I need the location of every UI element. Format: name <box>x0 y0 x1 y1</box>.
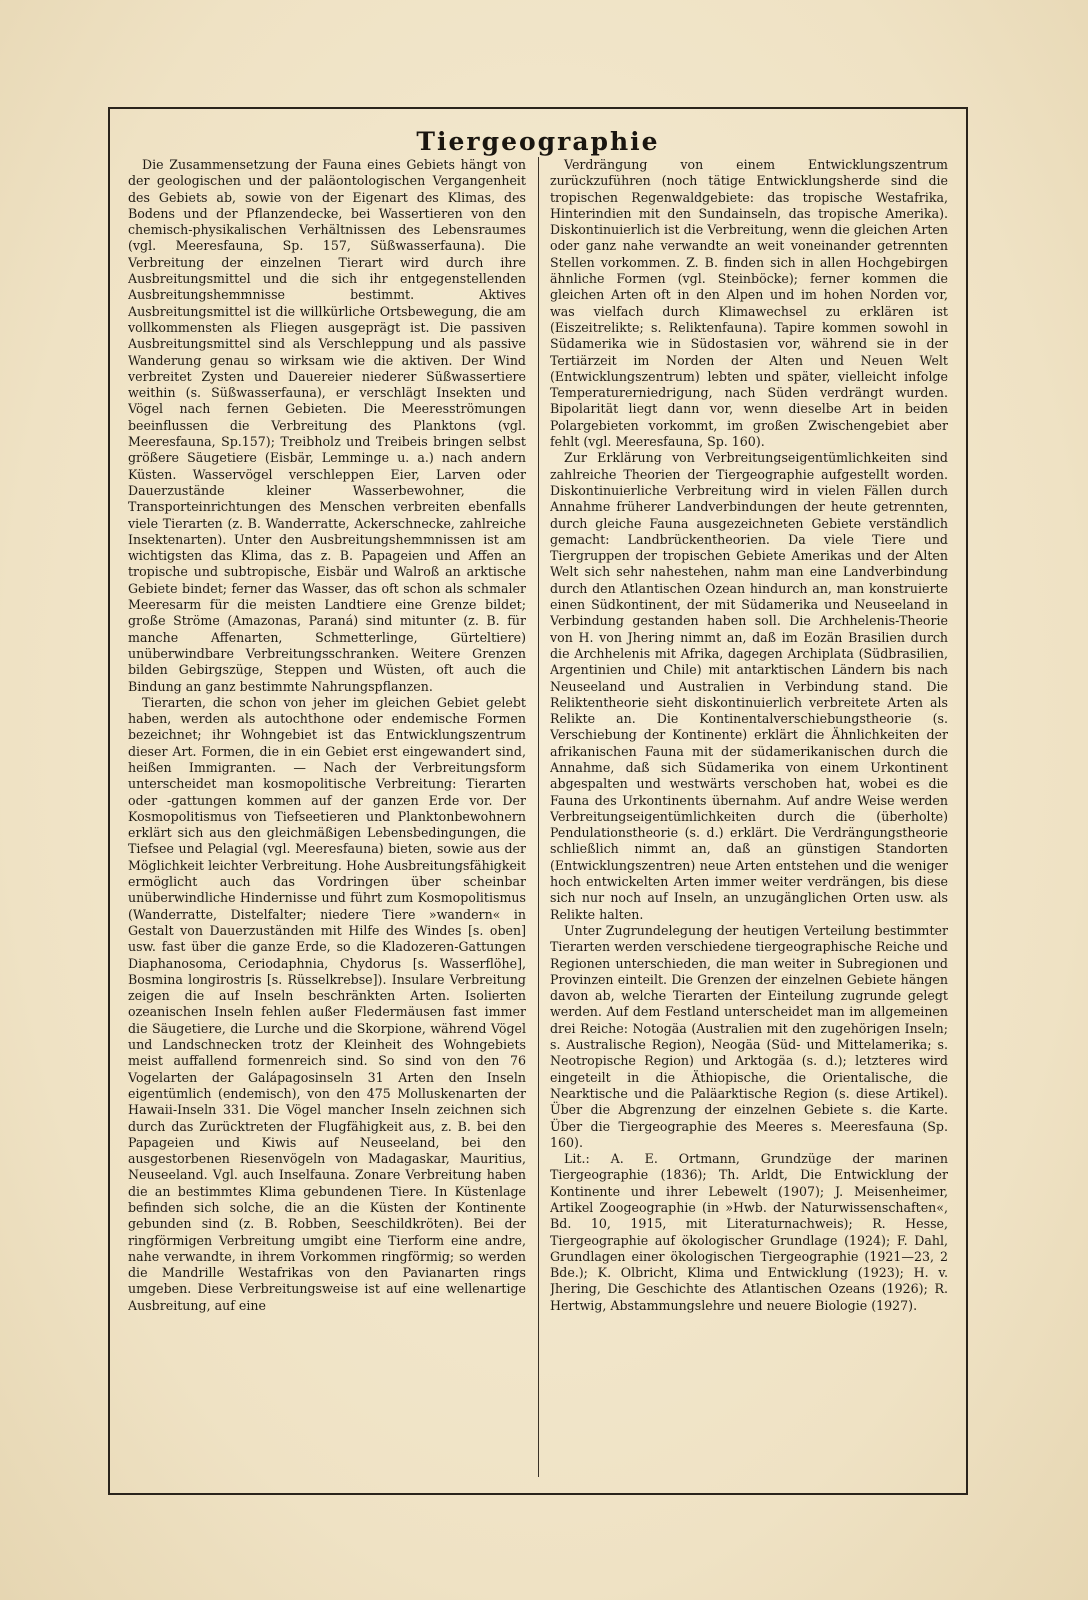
paragraph: Die Zusammensetzung der Fauna eines Gebiets hängt von der geologischen und der paläontologischen Vergangenheit des Gebiets ab, sowie von der Eigenart des Klimas, des Bodens und der Pflanzendecke, bei Wassertieren von den chemisch-physikalischen Verhältnissen des Lebensraumes (vgl. Meeresfauna, Sp. 157, Süßwasserfauna). Die Verbreitung der einzelnen Tierart wird durch ihre Ausbreitungsmittel und die sich ihr entgegenstellenden Ausbreitungshemmnisse bestimmt. Aktives Ausbreitungsmittel ist die willkürliche Ortsbewegung, die am vollkommensten als Fliegen ausgeprägt ist. Die passiven Ausbreitungsmittel sind als Verschleppung und als passive Wanderung genau so wirksam wie die aktiven. Der Wind verbreitet Zysten und Dauereier niederer Süßwassertiere weithin (s. Süßwasserfauna), er verschlägt Insekten und Vögel nach fernen Gebieten. Die Meeresströmungen beeinflussen die Verbreitung des Planktons (vgl. Meeresfauna, Sp.157); Treibholz und Treibeis bringen selbst größere Säugetiere (Eisbär, Lemminge u. a.) nach andern Küsten. Wasservögel verschleppen Eier, Larven oder Dauerzustände kleiner Wasserbewohner, die Transporteinrichtungen des Menschen verbreiten ebenfalls viele Tierarten (z. B. Wanderratte, Ackerschnecke, zahlreiche Insektenarten). Unter den Ausbreitungshemmnissen ist am wichtigsten das Klima, das z. B. Papageien und Affen an tropische und subtropische, Eisbär und Walroß an arktische Gebiete bindet; ferner das Wasser, das oft schon als schmaler Meeresarm für die meisten Landtiere eine Grenze bildet; große Ströme (Amazonas, Paraná) sind mitunter (z. B. für manche Affenarten, Schmetterlinge, Gürteltiere) unüberwindbare Verbreitungsschranken. Weitere Grenzen bilden Gebirgszüge, Steppen und Wüsten, oft auch die Bindung an ganz bestimmte Nahrungspflanzen. <box>128 157 526 694</box>
article-title: Tiergeographie <box>416 127 660 156</box>
column-divider <box>538 157 539 1477</box>
literature-paragraph: Lit.: A. E. Ortmann, Grundzüge der marinen Tiergeographie (1836); Th. Arldt, Die Entwicklung der Kontinente und ihrer Lebewelt (1907); J. Meisenheimer, Artikel Zoogeographie (in »Hwb. der Naturwissenschaften«, Bd. 10, 1915, mit Literaturnachweis); R. Hesse, Tiergeographie auf ökologischer Grundlage (1924); F. Dahl, Grundlagen einer ökologischen Tiergeographie (1921—23, 2 Bde.); K. Olbricht, Klima und Entwicklung (1923); H. v. Jhering, Die Geschichte des Atlantischen Ozeans (1926); R. Hertwig, Abstammungslehre und neuere Biologie (1927). <box>550 1151 948 1313</box>
paragraph: Unter Zugrundelegung der heutigen Verteilung bestimmter Tierarten werden verschiedene tiergeographische Reiche und Regionen unterschieden, die man weiter in Subregionen und Provinzen einteilt. Die Grenzen der einzelnen Gebiete hängen davon ab, welche Tierarten der Einteilung zugrunde gelegt werden. Auf dem Festland unterscheidet man im allgemeinen drei Reiche: Notogäa (Australien mit den zugehörigen Inseln; s. Australische Region), Neogäa (Süd- und Mittelamerika; s. Neotropische Region) und Arktogäa (s. d.); letzteres wird eingeteilt in die Äthiopische, die Orientalische, die Nearktische und die Paläarktische Region (s. diese Artikel). Über die Abgrenzung der einzelnen Gebiete s. die Karte. Über die Tiergeographie des Meeres s. Meeresfauna (Sp. 160). <box>550 922 948 1150</box>
article-frame <box>108 107 968 1495</box>
left-column <box>128 157 526 1479</box>
right-column <box>550 157 948 1479</box>
paragraph: Tierarten, die schon von jeher im gleichen Gebiet gelebt haben, werden als autochthone oder endemische Formen bezeichnet; ihr Wohngebiet ist das Entwicklungszentrum dieser Art. Formen, die in ein Gebiet erst eingewandert sind, heißen Immigranten. — Nach der Verbreitungsform unterscheidet man kosmopolitische Verbreitung: Tierarten oder -gattungen kommen auf der ganzen Erde vor. Der Kosmopolitismus von Tiefseetieren und Planktonbewohnern erklärt sich aus den gleichmäßigen Lebensbedingungen, die Tiefsee und Pelagial (vgl. Meeresfauna) bieten, sowie aus der Möglichkeit leichter Verbreitung. Hohe Ausbreitungsfähigkeit ermöglicht auch das Vordringen über scheinbar unüberwindliche Hindernisse und führt zum Kosmopolitismus (Wanderratte, Distelfalter; niedere Tiere »wandern« in Gestalt von Dauerzuständen mit Hilfe des Windes [s. oben] usw. fast über die ganze Erde, so die Kladozeren-Gattungen Diaphanosoma, Ceriodaphnia, Chydorus [s. Wasserflöhe], Bosmina longirostris [s. Rüsselkrebse]). Insulare Verbreitung zeigen die auf Inseln beschränkten Arten. Isolierten ozeanischen Inseln fehlen außer Fledermäusen fast immer die Säugetiere, die Lurche und die Skorpione, während Vögel und Landschnecken trotz der Kleinheit des Wohngebiets meist auffallend formenreich sind. So sind von den 76 Vogelarten der Galápagosinseln 31 Arten den Inseln eigentümlich (endemisch), von den 475 Molluskenarten der Hawaii-Inseln 331. Die Vögel mancher Inseln zeichnen sich durch das Zurücktreten der Flugfähigkeit aus, z. B. bei den Papageien und Kiwis auf Neuseeland, bei den ausgestorbenen Riesenvögeln von Madagaskar, Mauritius, Neuseeland. Vgl. auch Inselfauna. Zonare Verbreitung haben die an bestimmtes Klima gebundenen Tiere. In Küstenlage befinden sich solche, die an die Küsten der Kontinente gebunden sind (z. B. Robben, Seeschildkröten). Bei der ringförmigen Verbreitung umgibt eine Tierform eine andre, nahe verwandte, in ihrem Vorkommen ringförmig; so werden die Mandrille Westafrikas von den Pavianarten rings umgeben. Diese Verbreitungsweise ist auf eine wellenartige Ausbreitung, auf eine <box>128 694 526 1313</box>
paragraph: Verdrängung von einem Entwicklungszentrum zurückzuführen (noch tätige Entwicklungsherde sind die tropischen Regenwaldgebiete: das tropische Westafrika, Hinterindien mit den Sundainseln, das tropische Amerika). Diskontinuierlich ist die Verbreitung, wenn die gleichen Arten oder ganz nahe verwandte an weit voneinander getrennten Stellen vorkommen. Z. B. finden sich in allen Hochgebirgen ähnliche Formen (vgl. Steinböcke); ferner kommen die gleichen Arten oft in den Alpen und im hohen Norden vor, was vielfach durch Klimawechsel zu erklären ist (Eiszeitrelikte; s. Reliktenfauna). Tapire kommen sowohl in Südamerika wie in Südostasien vor, während sie in der Tertiärzeit im Norden der Alten und Neuen Welt (Entwicklungszentrum) lebten und später, vielleicht infolge Temperaturerniedrigung, nach Süden verdrängt wurden. Bipolarität liegt dann vor, wenn dieselbe Art in beiden Polargebieten vorkommt, im großen Zwischengebiet aber fehlt (vgl. Meeresfauna, Sp. 160). <box>550 157 948 450</box>
paragraph: Zur Erklärung von Verbreitungseigentümlichkeiten sind zahlreiche Theorien der Tiergeographie aufgestellt worden. Diskontinuierliche Verbreitung wird in vielen Fällen durch Annahme früherer Landverbindungen der heute getrennten, durch gleiche Fauna ausgezeichneten Gebiete verständlich gemacht: Landbrückentheorien. Da viele Tiere und Tiergruppen der tropischen Gebiete Amerikas und der Alten Welt sich sehr nahestehen, nahm man eine Landverbindung durch den Atlantischen Ozean hindurch an, man konstruierte einen Südkontinent, der mit Südamerika und Neuseeland in Verbindung gestanden haben soll. Die Archhelenis-Theorie von H. von Jhering nimmt an, daß im Eozän Brasilien durch die Archhelenis mit Afrika, dagegen Archiplata (Südbrasilien, Argentinien und Chile) mit antarktischen Ländern bis nach Neuseeland und Australien in Verbindung stand. Die Reliktentheorie sieht diskontinuierlich verbreitete Arten als Relikte an. Die Kontinentalverschiebungstheorie (s. Verschiebung der Kontinente) erklärt die Ähnlichkeiten der afrikanischen Fauna mit der südamerikanischen durch die Annahme, daß sich Südamerika von einem Urkontinent abgespalten und westwärts verschoben hat, wobei es die Fauna des Urkontinents übernahm. Auf andre Weise werden Verbreitungseigentümlichkeiten durch die (überholte) Pendulationstheorie (s. d.) erklärt. Die Verdrängungstheorie schließlich nimmt an, daß an günstigen Standorten (Entwicklungszentren) neue Arten entstehen und die weniger hoch entwickelten Arten immer weiter verdrängen, bis diese sich nur noch auf Inseln, an unzugänglichen Orten usw. als Relikte halten. <box>550 450 948 922</box>
